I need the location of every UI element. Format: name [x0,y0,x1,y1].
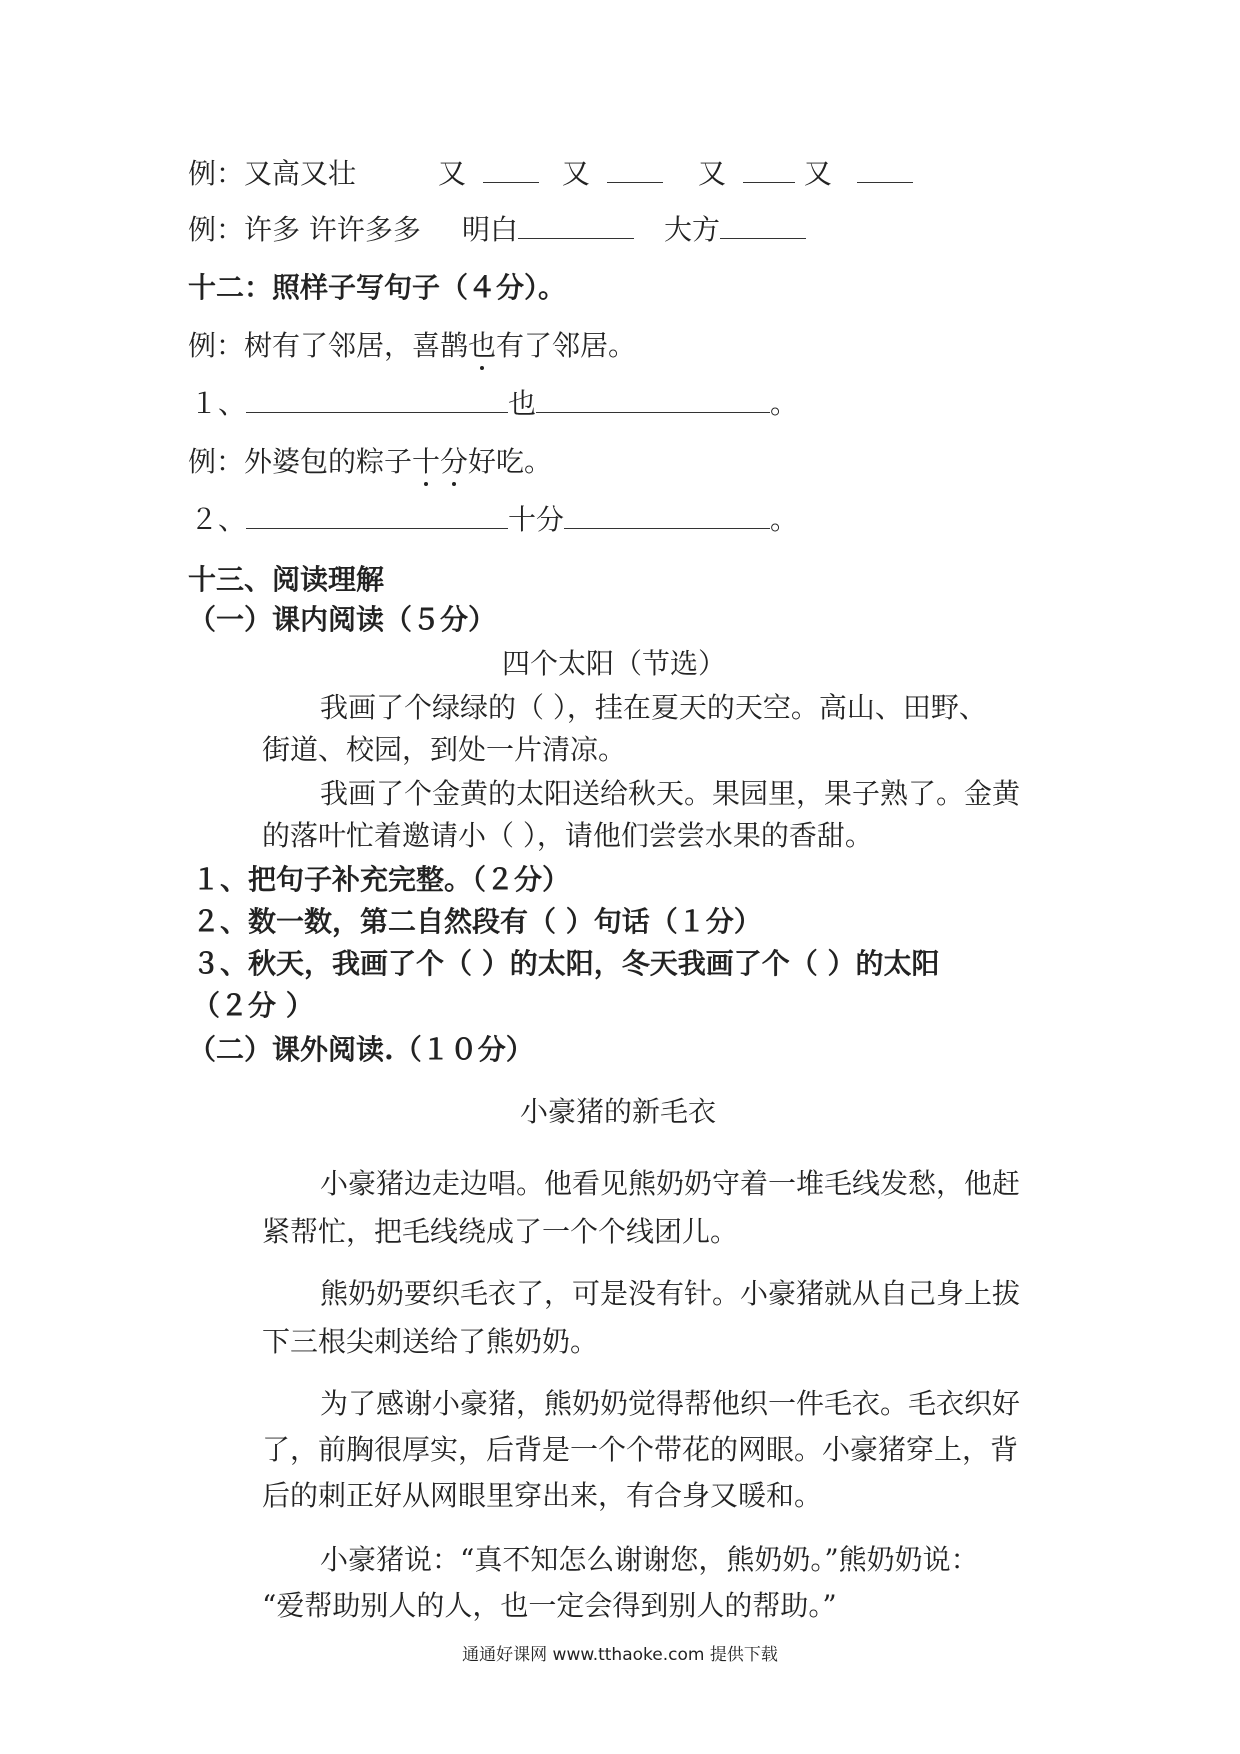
fill-word-1: 明白 [462,212,634,248]
passage-1-paragraph-2-line-1: 我画了个金黄的太阳送给秋天。果园里，果子熟了。金黄 [320,777,1021,810]
story-paragraph-1-line-2: 紧帮忙，把毛线绕成了一个个线团儿。 [262,1215,739,1248]
answer-blank[interactable] [536,386,770,413]
answer-blank[interactable] [246,386,508,413]
footer-credit: 通通好课网 www.tthaoke.com 提供下载 [462,1645,778,1665]
passage-1-paragraph-2-line-2: 的落叶忙着邀请小（ ），请他们尝尝水果的香甜。 [262,819,873,852]
story-paragraph-1-line-1: 小豪猪边走边唱。他看见熊奶奶守着一堆毛线发愁，他赶 [320,1167,1021,1200]
part-1-heading: （一）课内阅读（５分） [188,603,497,636]
example-reduplication-2: 例：许多 许许多多 [188,213,421,246]
reading-question-1: １、把句子补充完整。（２分） [192,863,571,896]
answer-blank[interactable] [518,212,634,239]
emphasis-char: 十 [412,445,441,478]
emphasis-char: 也 [468,329,497,362]
section-13-heading: 十三、阅读理解 [188,563,385,596]
answer-blank[interactable] [564,502,770,529]
fill-word-2: 大方 [664,212,806,248]
reading-question-2: ２、数一数，第二自然段有（ ）句话（１分） [192,905,762,938]
story-paragraph-4-line-2: “爱帮助别人的人，也一定会得到别人的帮助。” [262,1589,837,1622]
answer-blank[interactable] [743,156,795,183]
story-paragraph-2-line-2: 下三根尖刺送给了熊奶奶。 [262,1325,599,1358]
example-sentence-1: 例：树有了邻居，喜鹊也有了邻居。 [188,329,637,362]
example-text: 例：又高又壮 [188,157,357,190]
answer-blank[interactable] [246,502,508,529]
question-sentence-1: １、 也 。 [190,387,799,420]
story-title: 小豪猪的新毛衣 [520,1095,717,1128]
passage-1-paragraph-1-line-2: 街道、校园，到处一片清凉。 [262,733,627,766]
story-paragraph-2-line-1: 熊奶奶要织毛衣了，可是没有针。小豪猪就从自己身上拔 [320,1277,1021,1310]
reading-question-3-line-2: （２分 ） [192,989,314,1022]
fill-you-pattern-2: 又 又 [698,156,913,192]
section-12-heading: 十二：照样子写句子（４分）。 [188,271,567,304]
answer-blank[interactable] [857,156,913,183]
story-paragraph-3-line-1: 为了感谢小豪猪，熊奶奶觉得帮他织一件毛衣。毛衣织好 [320,1387,1021,1420]
emphasis-char: 分 [440,445,469,478]
reading-question-3-line-1: ３、秋天，我画了个（ ）的太阳，冬天我画了个（ ）的太阳 [192,947,940,980]
fill-you-pattern-1: 又 又 [438,156,663,192]
passage-1-paragraph-1-line-1: 我画了个绿绿的（ ），挂在夏天的天空。高山、田野、 [320,691,987,724]
answer-blank[interactable] [607,156,663,183]
example-reduplication-1 [188,156,356,192]
answer-blank[interactable] [483,156,539,183]
question-number: ２、 [190,503,247,536]
part-2-heading: （二）课外阅读.（１０分） [188,1033,534,1066]
story-paragraph-4-line-1: 小豪猪说：“真不知怎么谢谢您，熊奶奶。”熊奶奶说： [320,1543,979,1576]
question-sentence-2: ２、 十分 。 [190,503,799,536]
story-paragraph-3-line-3: 后的刺正好从网眼里穿出来，有合身又暖和。 [262,1479,823,1512]
example-sentence-2: 例：外婆包的粽子十分好吃。 [188,445,553,478]
passage-1-title: 四个太阳（节选） [502,647,727,680]
story-paragraph-3-line-2: 了，前胸很厚实，后背是一个个带花的网眼。小豪猪穿上，背 [262,1433,1019,1466]
question-number: １、 [190,387,247,420]
answer-blank[interactable] [720,212,806,239]
